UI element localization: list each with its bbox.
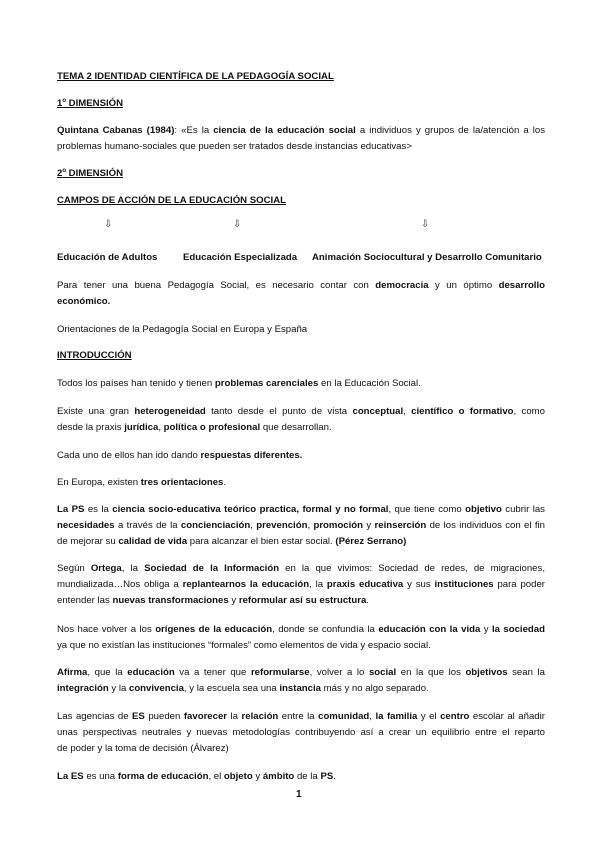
p7-line-3: de mejorar su calidad de vida para alcanzar el bien estar social. (Pérez Serrano) [57, 536, 407, 547]
down-arrow-icon: ⇩ [104, 219, 113, 230]
p11-line-1: Las agencias de ES pueden favorecer la relación entre la comunidad, la familia y el centro escolar al añadir [57, 711, 545, 722]
p10-line-1: Afirma, que la educación va a tener que reformularse, volver a lo social en la que los objetivos sean la [57, 667, 545, 678]
quintana-line-2: problemas humano-sociales que pueden ser tratados desde instancias educativas> [57, 141, 412, 152]
p5-line: Cada uno de ellos han ido dando respuestas diferentes. [57, 450, 303, 461]
dimension-2-heading: 2$^o$ DIMENSIÓN [57, 168, 124, 179]
p2-line: Orientaciones de la Pedagogía Social en Europa y España [57, 324, 308, 335]
field-especializada: Educación Especializada [183, 252, 298, 263]
p10-line-2: integración y la convivencia, y la escuela sea una instancia más y no algo separado. [57, 683, 429, 694]
p9-line-2: ya que no existían las instituciones “formales” como elementos de vida y espacio social. [57, 640, 431, 651]
p12-line: La ES es una forma de educación, el objeto y ámbito de la PS. [57, 771, 336, 782]
campos-heading: CAMPOS DE ACCIÓN DE LA EDUCACIÓN SOCIAL [57, 195, 287, 206]
down-arrow-icon: ⇩ [233, 219, 242, 230]
p4-line-2: desde la praxis jurídica, política o profesional que desarrollan. [57, 422, 332, 433]
p4-line-1: Existe una gran heterogeneidad tanto desde el punto de vista conceptual, científico o formativo, como [57, 406, 545, 417]
field-adultos: Educación de Adultos [57, 252, 158, 263]
p11-line-2: unas perspectivas neutrales y nuevas metodologías contribuyendo así a crear un equilibrio entre el reparto [57, 727, 545, 738]
p8-line-3: entender las nuevas transformaciones y reformular así su estructura. [57, 595, 369, 606]
intro-heading: INTRODUCCIÓN [57, 350, 132, 361]
p7-line-2: necesidades a través de la concienciación, prevención, promoción y reinserción de los individuos con el fin [57, 520, 545, 531]
p11-line-3: de poder y la toma de decisión (Álvarez) [57, 743, 229, 754]
p7-line-1: La PS es la ciencia socio-educativa teórico practica, formal y no formal, que tiene como objetivo cubrir las [57, 504, 545, 515]
quintana-line-1: Quintana Cabanas (1984): «Es la ciencia de la educación social a individuos y grupos de la/atención a los [57, 125, 545, 136]
page-number: 1 [296, 789, 302, 800]
field-animacion: Animación Sociocultural y Desarrollo Comunitario [312, 252, 542, 263]
p9-line-1: Nos hace volver a los orígenes de la educación, donde se confundía la educación con la vida y la sociedad [57, 624, 545, 635]
p8-line-2: mundializada…Nos obliga a replantearnos la educación, la praxis educativa y sus instituciones para poder [57, 579, 545, 590]
down-arrow-icon: ⇩ [421, 219, 430, 230]
p3-line: Todos los países han tenido y tienen problemas carenciales en la Educación Social. [57, 378, 421, 389]
p6-line: En Europa, existen tres orientaciones. [57, 477, 227, 488]
document-title: TEMA 2 IDENTIDAD CIENTÍFICA DE LA PEDAGOGÍA SOCIAL [57, 71, 334, 82]
p8-line-1: Según Ortega, la Sociedad de la Información en la que vivimos: Sociedad de redes, de migraciones, [57, 563, 545, 574]
p1-line-1: Para tener una buena Pedagogía Social, es necesario contar con democracia y un óptimo desarrollo [57, 280, 545, 291]
p1-line-2: económico. [57, 296, 111, 307]
dimension-1-heading: 1$^o$ DIMENSIÓN [57, 98, 124, 109]
